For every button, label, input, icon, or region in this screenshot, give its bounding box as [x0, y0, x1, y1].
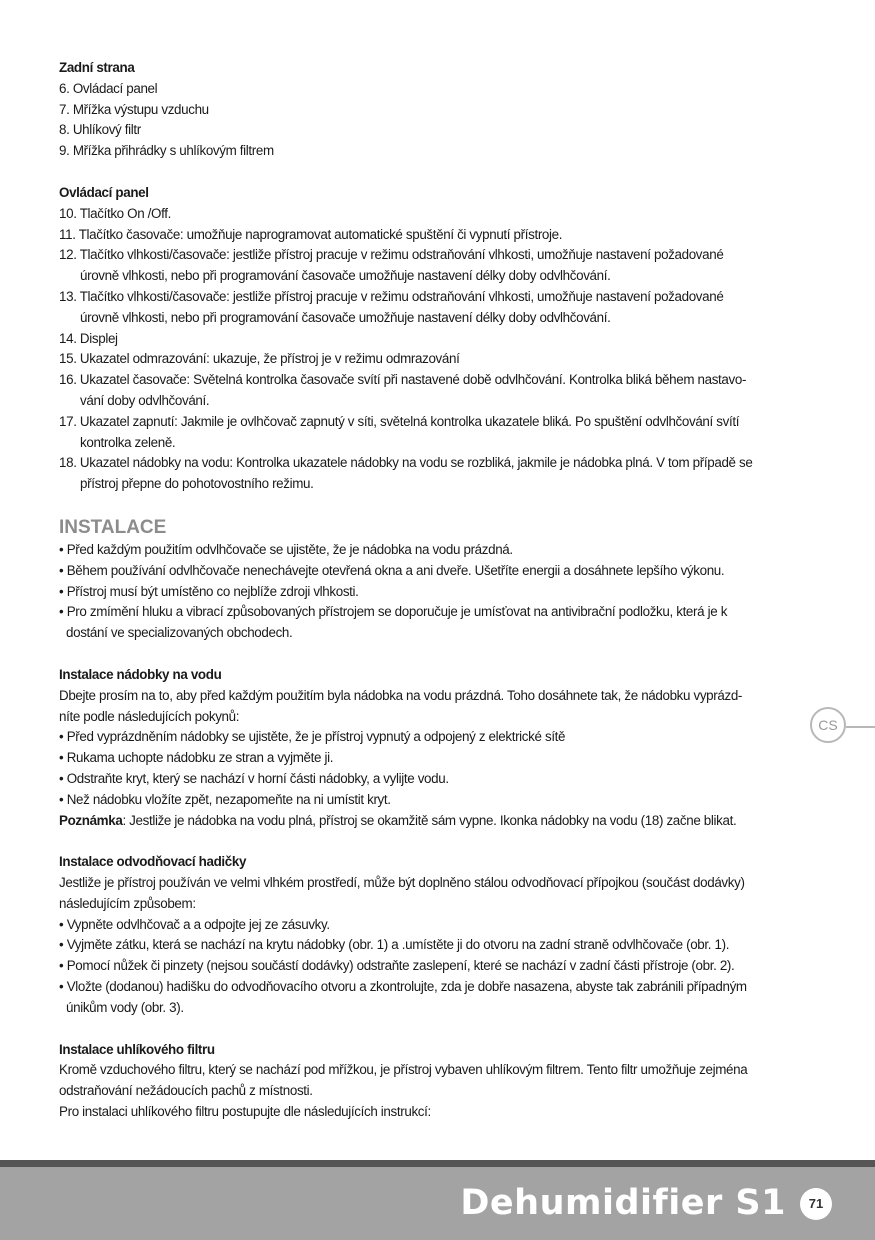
paragraph: Jestliže je přístroj používán ve velmi vlhkém prostředí, může být doplněno stálou odvodňovací přípojkou (součást dodávky) následujícím způsobem:	[59, 875, 745, 911]
note-paragraph	[59, 811, 759, 832]
bullet-item: • Pro zmímění hluku a vibrací způsobovaných přístrojem se doporučuje je umísťovat na antivibrační podložku, která je k dostání ve specializovaných obchodech.	[59, 604, 728, 641]
bullet-item: • Během používání odvlhčovače nenechávejte otevřená okna a ani dveře. Ušetříte energii a dosáhnete lepšího výkonu.	[59, 562, 725, 578]
drain-hose-heading: Instalace odvodňovací hadičky	[59, 854, 247, 870]
list-item: 11. Tlačítko časovače: umožňuje naprogramovat automatické spuštění či vypnutí přístroje.	[59, 226, 563, 242]
footer-divider	[0, 1160, 875, 1167]
paragraph: Dbejte prosím na to, aby před každým použitím byla nádobka na vodu prázdná. Toho dosáhnete tak, že nádobku vyprázd-níte podle následujících pokynů:	[59, 687, 743, 724]
page-content	[59, 58, 759, 1123]
back-side-heading: Zadní strana	[59, 60, 135, 75]
carbon-filter-heading: Instalace uhlíkového filtru	[59, 1041, 215, 1057]
footer-product-title: Dehumidifier S1	[460, 1183, 786, 1223]
paragraph: Kromě vzduchového filtru, který se nachází pod mřížkou, je přístroj vybaven uhlíkovým filtrem. Tento filtr umožňuje zejména odstraňování nežádoucích pachů z místnosti.	[59, 1062, 748, 1099]
bullet-item: • Odstraňte kryt, který se nachází v horní části nádobky, a vylijte vodu.	[59, 770, 449, 786]
bullet-item: • Vložte (dodanou) hadišku do odvodňovacího otvoru a zkontrolujte, zda je dobře nasazena, abyste tak zabránili případným únikům vody (obr. 3).	[59, 979, 747, 1015]
list-item: 6. Ovládací panel	[59, 80, 158, 96]
list-item: 7. Mřížka výstupu vzduchu	[59, 101, 209, 117]
language-tab-cs: CS	[810, 707, 846, 743]
note-label: Poznámka	[59, 812, 123, 828]
installation-section-title: INSTALACE	[59, 516, 167, 538]
control-panel-heading: Ovládací panel	[59, 184, 149, 200]
list-item: 17. Ukazatel zapnutí: Jakmile je ovlhčovač zapnutý v síti, světelná kontrolka ukazatele bliká. Po spuštění odvlhčování svítí kontrolka zeleně.	[59, 413, 740, 450]
bullet-item: • Pomocí nůžek či pinzety (nejsou součástí dodávky) odstraňte zaslepení, které se nachází v zadní části přístroje (obr. 2).	[59, 958, 735, 974]
note-text: : Jestliže je nádobka na vodu plná, přístroj se okamžitě sám vypne. Ikonka nádobky na vodu (18) začne blikat.	[122, 812, 737, 828]
list-item: 8. Uhlíkový filtr	[59, 122, 141, 138]
bullet-item: • Vypněte odvlhčovač a a odpojte jej ze zásuvky.	[59, 916, 330, 932]
list-item: 10. Tlačítko On /Off.	[59, 205, 171, 221]
bullet-item: • Než nádobku vložíte zpět, nezapomeňte na ni umístit kryt.	[59, 791, 391, 807]
list-item: 18. Ukazatel nádobky na vodu: Kontrolka ukazatele nádobky na vodu se rozbliká, jakmile je nádobka plná. V tom případě se přístroj přepne do pohotovostního režimu.	[59, 455, 753, 492]
bullet-item: • Před vyprázdněním nádobky se ujistěte, že je přístroj vypnutý a odpojený z elektrické sítě	[59, 729, 566, 745]
bullet-item: • Přístroj musí být umístěno co nejblíže zdroji vlhkosti.	[59, 583, 359, 599]
list-item: 15. Ukazatel odmrazování: ukazuje, že přístroj je v režimu odmrazování	[59, 351, 460, 367]
page-number: 71	[800, 1188, 832, 1220]
list-item: 14. Displej	[59, 330, 118, 346]
bullet-item: • Před každým použitím odvlhčovače se ujistěte, že je nádobka na vodu prázdná.	[59, 541, 513, 557]
list-item: 13. Tlačítko vlhkosti/časovače: jestliže přístroj pracuje v režimu odstraňování vlhkosti, umožňuje nastavení požadované úrovně vlhkosti, nebo při programování časovače umožňuje nastavení délky doby odvlhčování.	[59, 288, 724, 325]
water-tank-heading: Instalace nádobky na vodu	[59, 666, 222, 682]
language-tab-line	[846, 726, 875, 728]
list-item: 16. Ukazatel časovače: Světelná kontrolka časovače svítí při nastavené době odvlhčování. Kontrolka bliká během nastavo-vání doby odvlhčování.	[59, 372, 747, 408]
paragraph: Pro instalaci uhlíkového filtru postupujte dle následujících instrukcí:	[59, 1104, 431, 1120]
bullet-item: • Vyjměte zátku, která se nachází na krytu nádobky (obr. 1) a .umístěte ji do otvoru na zadní straně odvlhčovače (obr. 1).	[59, 937, 730, 953]
list-item: 12. Tlačítko vlhkosti/časovače: jestliže přístroj pracuje v režimu odstraňování vlhkosti, umožňuje nastavení požadované úrovně vlhkosti, nebo při programování časovače umožňuje nastavení délky doby odvlhčování.	[59, 247, 724, 284]
bullet-item: • Rukama uchopte nádobku ze stran a vyjměte ji.	[59, 750, 334, 766]
list-item: 9. Mřížka přihrádky s uhlíkovým filtrem	[59, 143, 274, 159]
